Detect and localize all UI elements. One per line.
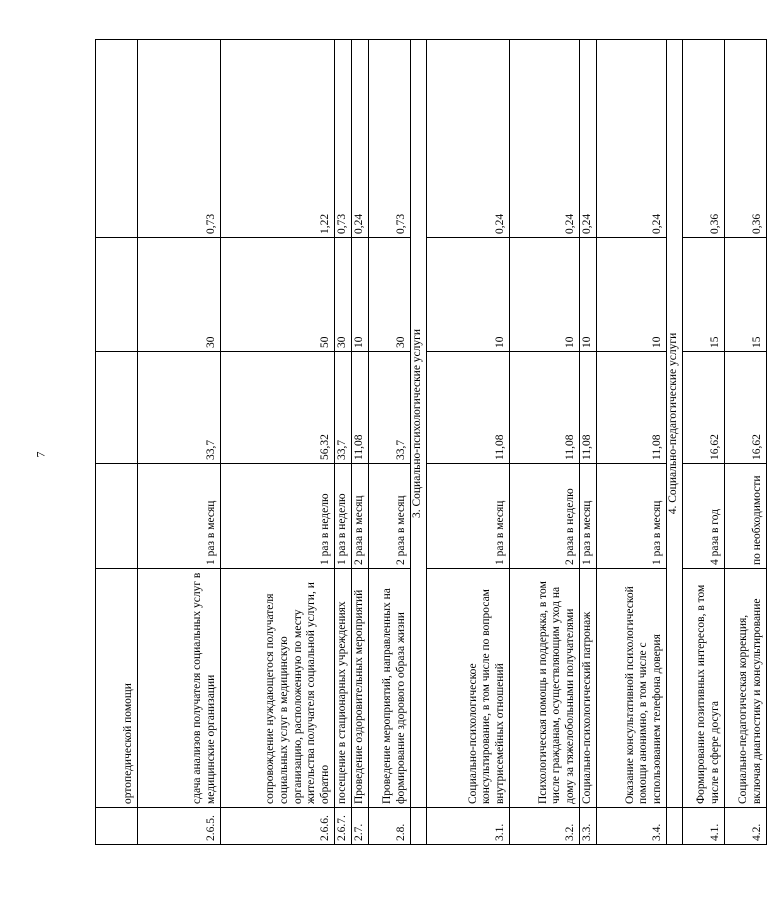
table-row	[683, 40, 725, 845]
value-cell: 33,7	[335, 352, 352, 464]
row-number-cell: 2.6.7.	[335, 808, 352, 845]
row-number-cell: 3.4.	[597, 808, 667, 845]
table-row	[427, 40, 510, 845]
table-row	[96, 40, 138, 845]
section-title: 3. Социально-психологические услуги	[411, 40, 427, 808]
service-name-cell: Социально-психологическое консультирование, в том числе по вопросам внутрисемейных отношений	[427, 569, 510, 808]
value-cell: 33,7	[369, 352, 411, 464]
service-name-cell: сдача анализов получателя социальных услуг в медицинские организации	[138, 569, 221, 808]
value-cell: 0,24	[580, 40, 597, 238]
frequency-cell: 1 раз в неделю	[221, 464, 335, 569]
value-cell: 0,24	[510, 40, 580, 238]
value-cell: 11,08	[597, 352, 667, 464]
value-cell: 16,62	[683, 352, 725, 464]
value-cell: 15	[725, 238, 767, 352]
row-number-cell: 2.7.	[352, 808, 369, 845]
value-cell: 30	[138, 238, 221, 352]
value-cell	[96, 238, 138, 352]
service-name-cell: сопровождение нуждающегося получателя социальных услуг в медицинскую организацию, расположенную по месту жительства получателя социальной услуги, и обратно	[221, 569, 335, 808]
value-cell: 50	[221, 238, 335, 352]
frequency-cell: 1 раз в месяц	[138, 464, 221, 569]
frequency-cell: 2 раза в месяц	[352, 464, 369, 569]
value-cell: 56,32	[221, 352, 335, 464]
frequency-cell: 2 раза в месяц	[369, 464, 411, 569]
value-cell: 11,08	[352, 352, 369, 464]
value-cell: 0,73	[369, 40, 411, 238]
value-cell: 11,08	[510, 352, 580, 464]
row-number-cell: 2.6.6.	[221, 808, 335, 845]
section-title: 4. Социально-педагогические услуги	[667, 40, 683, 808]
row-number-cell: 4.2.	[725, 808, 767, 845]
value-cell: 10	[427, 238, 510, 352]
value-cell: 0,24	[427, 40, 510, 238]
frequency-cell: 1 раз в неделю	[335, 464, 352, 569]
value-cell: 16,62	[725, 352, 767, 464]
table-row	[510, 40, 580, 845]
frequency-cell: 4 раза в год	[683, 464, 725, 569]
value-cell: 10	[580, 238, 597, 352]
value-cell: 30	[335, 238, 352, 352]
row-number-cell: 3.3.	[580, 808, 597, 845]
value-cell: 0,24	[597, 40, 667, 238]
row-number-cell	[411, 808, 427, 845]
frequency-cell: 1 раз в месяц	[427, 464, 510, 569]
service-name-cell: Социально-психологический патронаж	[580, 569, 597, 808]
row-number-cell: 2.8.	[369, 808, 411, 845]
table-row	[580, 40, 597, 845]
value-cell: 10	[597, 238, 667, 352]
frequency-cell: 1 раз в месяц	[597, 464, 667, 569]
row-number-cell	[667, 808, 683, 845]
value-cell: 10	[510, 238, 580, 352]
frequency-cell: по необходимости	[725, 464, 767, 569]
service-name-cell: посещение в стационарных учреждениях	[335, 569, 352, 808]
row-number-cell: 4.1.	[683, 808, 725, 845]
service-name-cell: Психологическая помощь и поддержка, в том числе гражданам, осуществляющим уход на дому за тяжелобольными получателями	[510, 569, 580, 808]
section-header-row	[667, 40, 683, 845]
value-cell: 0,36	[725, 40, 767, 238]
service-name-cell: Социально-педагогическая коррекция, включая диагностику и консультирование	[725, 569, 767, 808]
rotated-table-wrapper	[95, 40, 764, 845]
value-cell: 15	[683, 238, 725, 352]
value-cell: 11,08	[580, 352, 597, 464]
social-services-table	[95, 39, 767, 845]
frequency-cell	[96, 464, 138, 569]
service-name-cell: ортопедической помощи	[96, 569, 138, 808]
value-cell: 0,73	[335, 40, 352, 238]
value-cell: 0,73	[138, 40, 221, 238]
row-number-cell: 2.6.5.	[138, 808, 221, 845]
service-name-cell: Оказание консультативной психологической помощи анонимно, в том числе с использованием телефона доверия	[597, 569, 667, 808]
table-row	[352, 40, 369, 845]
value-cell: 11,08	[427, 352, 510, 464]
value-cell	[96, 352, 138, 464]
row-number-cell: 3.2.	[510, 808, 580, 845]
value-cell: 30	[369, 238, 411, 352]
frequency-cell: 2 раза в неделю	[510, 464, 580, 569]
section-header-row	[411, 40, 427, 845]
value-cell	[96, 40, 138, 238]
table-row	[335, 40, 352, 845]
value-cell: 33,7	[138, 352, 221, 464]
service-name-cell: Проведение мероприятий, направленных на формирование здорового образа жизни	[369, 569, 411, 808]
service-name-cell: Формирование позитивных интересов, в том числе в сфере досуга	[683, 569, 725, 808]
row-number-cell	[96, 808, 138, 845]
value-cell: 10	[352, 238, 369, 352]
table-row	[221, 40, 335, 845]
service-name-cell: Проведение оздоровительных мероприятий	[352, 569, 369, 808]
table-row	[138, 40, 221, 845]
table-row	[597, 40, 667, 845]
frequency-cell: 1 раз в месяц	[580, 464, 597, 569]
table-row	[369, 40, 411, 845]
row-number-cell: 3.1.	[427, 808, 510, 845]
value-cell: 0,24	[352, 40, 369, 238]
value-cell: 1,22	[221, 40, 335, 238]
page-number: 7	[33, 451, 48, 458]
table-row	[725, 40, 767, 845]
value-cell: 0,36	[683, 40, 725, 238]
